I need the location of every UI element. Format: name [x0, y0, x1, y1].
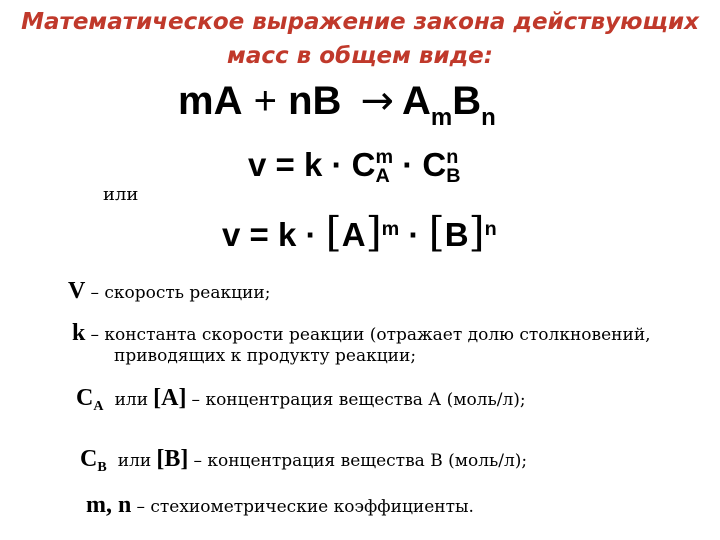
definition-mn	[86, 492, 474, 519]
definition-v	[68, 278, 270, 305]
definition-k-text-line2: приводящих к продукту реакции;	[114, 346, 417, 366]
product-a: A	[402, 79, 431, 123]
eq2-b: B	[444, 216, 469, 253]
eq2-right-bracket-a: ]	[365, 208, 382, 256]
or-label: или	[103, 184, 139, 205]
eq2-right-bracket-b: ]	[468, 208, 485, 256]
symbol-c-a: C	[76, 385, 94, 411]
reactant-b: B	[312, 79, 342, 123]
symbol-m-n: m, n	[86, 492, 132, 518]
definition-v-text: – скорость реакции;	[90, 283, 271, 303]
slide-title-line2: масс в общем виде:	[227, 43, 493, 69]
symbol-c-b: C	[80, 446, 98, 472]
product-b-index: n	[481, 103, 496, 131]
definition-cb-text: – концентрация вещества В (моль/л);	[193, 451, 528, 471]
eq1-dot-c: · C	[393, 146, 447, 183]
symbol-c-b-sub: B	[97, 460, 107, 475]
product-b: B	[452, 79, 482, 123]
definition-k-text: – константа скорости реакции (отражает долю столкновений,	[90, 325, 651, 345]
definition-ca-or: или	[114, 390, 149, 410]
plus-sign: +	[242, 79, 289, 123]
reaction-equation	[178, 78, 496, 131]
eq2-left-bracket-b: [	[428, 208, 445, 256]
coefficient-m: m	[178, 79, 214, 123]
definition-mn-text: – стехиометрические коэффициенты.	[136, 497, 474, 517]
symbol-v: V	[68, 278, 86, 304]
product-a-index: m	[430, 103, 453, 131]
bracket-a: [A]	[153, 385, 187, 411]
symbol-c-a-sub: A	[93, 399, 104, 414]
reaction-arrow-icon: →	[360, 78, 395, 124]
eq2-power-n: n	[484, 218, 497, 241]
rate-equation-concentration	[248, 146, 461, 186]
definition-ca	[76, 385, 526, 412]
eq1-cb-indices	[446, 148, 460, 186]
definition-cb-or: или	[117, 451, 152, 471]
eq1-power-m: m	[375, 146, 394, 169]
coefficient-n: n	[288, 79, 313, 123]
eq2-dot: ·	[399, 216, 429, 253]
eq2-left-bracket-a: [	[325, 208, 342, 256]
reactant-a: A	[213, 79, 243, 123]
eq1-lhs: v = k · C	[248, 146, 376, 183]
definition-k	[72, 320, 651, 347]
definition-ca-text: – концентрация вещества А (моль/л);	[191, 390, 526, 410]
rate-equation-brackets	[222, 208, 497, 256]
eq1-ca-indices	[375, 148, 393, 186]
eq1-sub-b: B	[446, 165, 461, 188]
eq1-power-n: n	[446, 146, 459, 169]
definition-cb	[80, 446, 527, 473]
eq2-lhs: v = k ·	[222, 216, 326, 253]
slide-title-line1: Математическое выражение закона действующих	[21, 9, 699, 35]
eq1-sub-a: A	[375, 165, 390, 188]
bracket-b: [B]	[156, 446, 189, 472]
eq2-power-m: m	[381, 218, 400, 241]
symbol-k: k	[72, 320, 86, 346]
eq2-a: A	[341, 216, 366, 253]
